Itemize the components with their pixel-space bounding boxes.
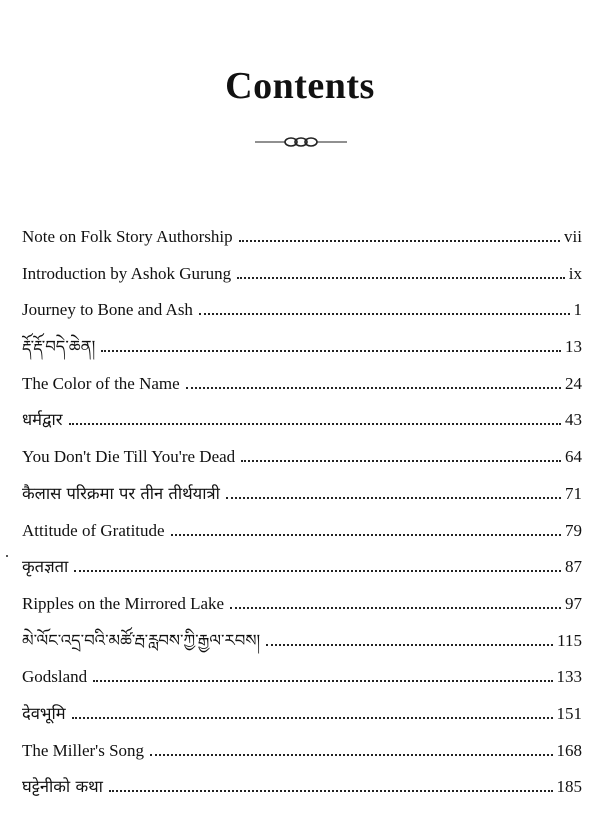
- toc-entry[interactable]: [22, 586, 582, 623]
- toc-page-number: 71: [565, 483, 582, 503]
- toc-leader-dots: [239, 228, 560, 242]
- toc-entry[interactable]: [22, 549, 582, 586]
- toc-entry[interactable]: [22, 219, 582, 256]
- toc-leader-dots: [186, 375, 561, 389]
- toc-page-number: 133: [556, 667, 582, 687]
- toc-leader-dots: [171, 522, 561, 536]
- toc-leader-dots: [226, 485, 561, 499]
- toc-entry[interactable]: [22, 696, 582, 733]
- toc-page-number: 168: [556, 740, 582, 760]
- toc-leader-dots: [150, 742, 552, 756]
- toc-leader-dots: [74, 558, 561, 572]
- toc-page-number: ix: [568, 263, 582, 283]
- toc-entry[interactable]: [22, 659, 582, 696]
- toc-entry[interactable]: [22, 513, 582, 550]
- scroll-ornament-icon: [255, 134, 347, 150]
- toc-entry[interactable]: [22, 769, 582, 806]
- toc-entry-title: རྡོ་རྡོ་བདེ་ཆེན།: [22, 337, 96, 357]
- toc-page-number: 24: [565, 373, 582, 393]
- toc-page-number: 97: [565, 593, 582, 613]
- toc-leader-dots: [101, 338, 561, 352]
- toc-entry-title: མེ་ལོང་འདྲ་བའི་མཚོ་རྦ་རླབས་ཀྱི་རྒྱལ་རབས།: [22, 630, 261, 650]
- toc-entry-title: The Miller's Song: [22, 740, 145, 760]
- toc-entry[interactable]: [22, 623, 582, 660]
- toc-entry-title: You Don't Die Till You're Dead: [22, 447, 236, 467]
- toc-entry-title: Ripples on the Mirrored Lake: [22, 593, 225, 613]
- toc-entry[interactable]: [22, 292, 582, 329]
- toc-leader-dots: [266, 632, 553, 646]
- toc-entry-title: Journey to Bone and Ash: [22, 300, 193, 320]
- toc-leader-dots: [69, 411, 561, 425]
- toc-page-number: 185: [556, 777, 582, 797]
- toc-page-number: 1: [573, 300, 582, 320]
- toc-page-number: 115: [557, 630, 582, 650]
- margin-mark: [6, 555, 8, 557]
- toc-entry-title: घट्टेनीको कथा: [22, 777, 103, 797]
- toc-entry-title: Godsland: [22, 667, 88, 687]
- toc-page-number: vii: [564, 227, 582, 246]
- toc-leader-dots: [93, 668, 552, 682]
- toc-page-number: 87: [565, 557, 582, 577]
- toc-leader-dots: [72, 705, 553, 719]
- toc-entry[interactable]: [22, 733, 582, 770]
- toc-entry[interactable]: [22, 329, 582, 366]
- table-of-contents: [22, 219, 582, 806]
- toc-page-number: 79: [565, 520, 582, 540]
- toc-leader-dots: [230, 595, 561, 609]
- toc-page-number: 151: [556, 703, 582, 723]
- toc-leader-dots: [109, 778, 553, 792]
- toc-entry-title: कैलास परिक्रमा पर तीन तीर्थयात्री: [22, 483, 220, 503]
- toc-entry[interactable]: [22, 366, 582, 403]
- toc-leader-dots: [199, 301, 570, 315]
- toc-entry[interactable]: [22, 402, 582, 439]
- toc-entry-title: धर्मद्वार: [22, 410, 63, 430]
- toc-entry-title: Note on Folk Story Authorship: [22, 227, 233, 246]
- toc-entry[interactable]: [22, 256, 582, 293]
- toc-entry-title: कृतज्ञता: [22, 557, 69, 577]
- toc-page-number: 13: [565, 337, 582, 357]
- toc-entry-title: देवभूमि: [22, 703, 66, 723]
- toc-entry[interactable]: [22, 439, 582, 476]
- toc-entry-title: Introduction by Ashok Gurung: [22, 263, 232, 283]
- toc-entry-title: Attitude of Gratitude: [22, 520, 165, 540]
- toc-entry[interactable]: [22, 476, 582, 513]
- page-title: Contents: [225, 65, 375, 108]
- toc-entry-title: The Color of the Name: [22, 373, 180, 393]
- toc-page-number: 64: [565, 447, 582, 467]
- toc-leader-dots: [237, 265, 565, 279]
- toc-page-number: 43: [565, 410, 582, 430]
- toc-leader-dots: [241, 448, 561, 462]
